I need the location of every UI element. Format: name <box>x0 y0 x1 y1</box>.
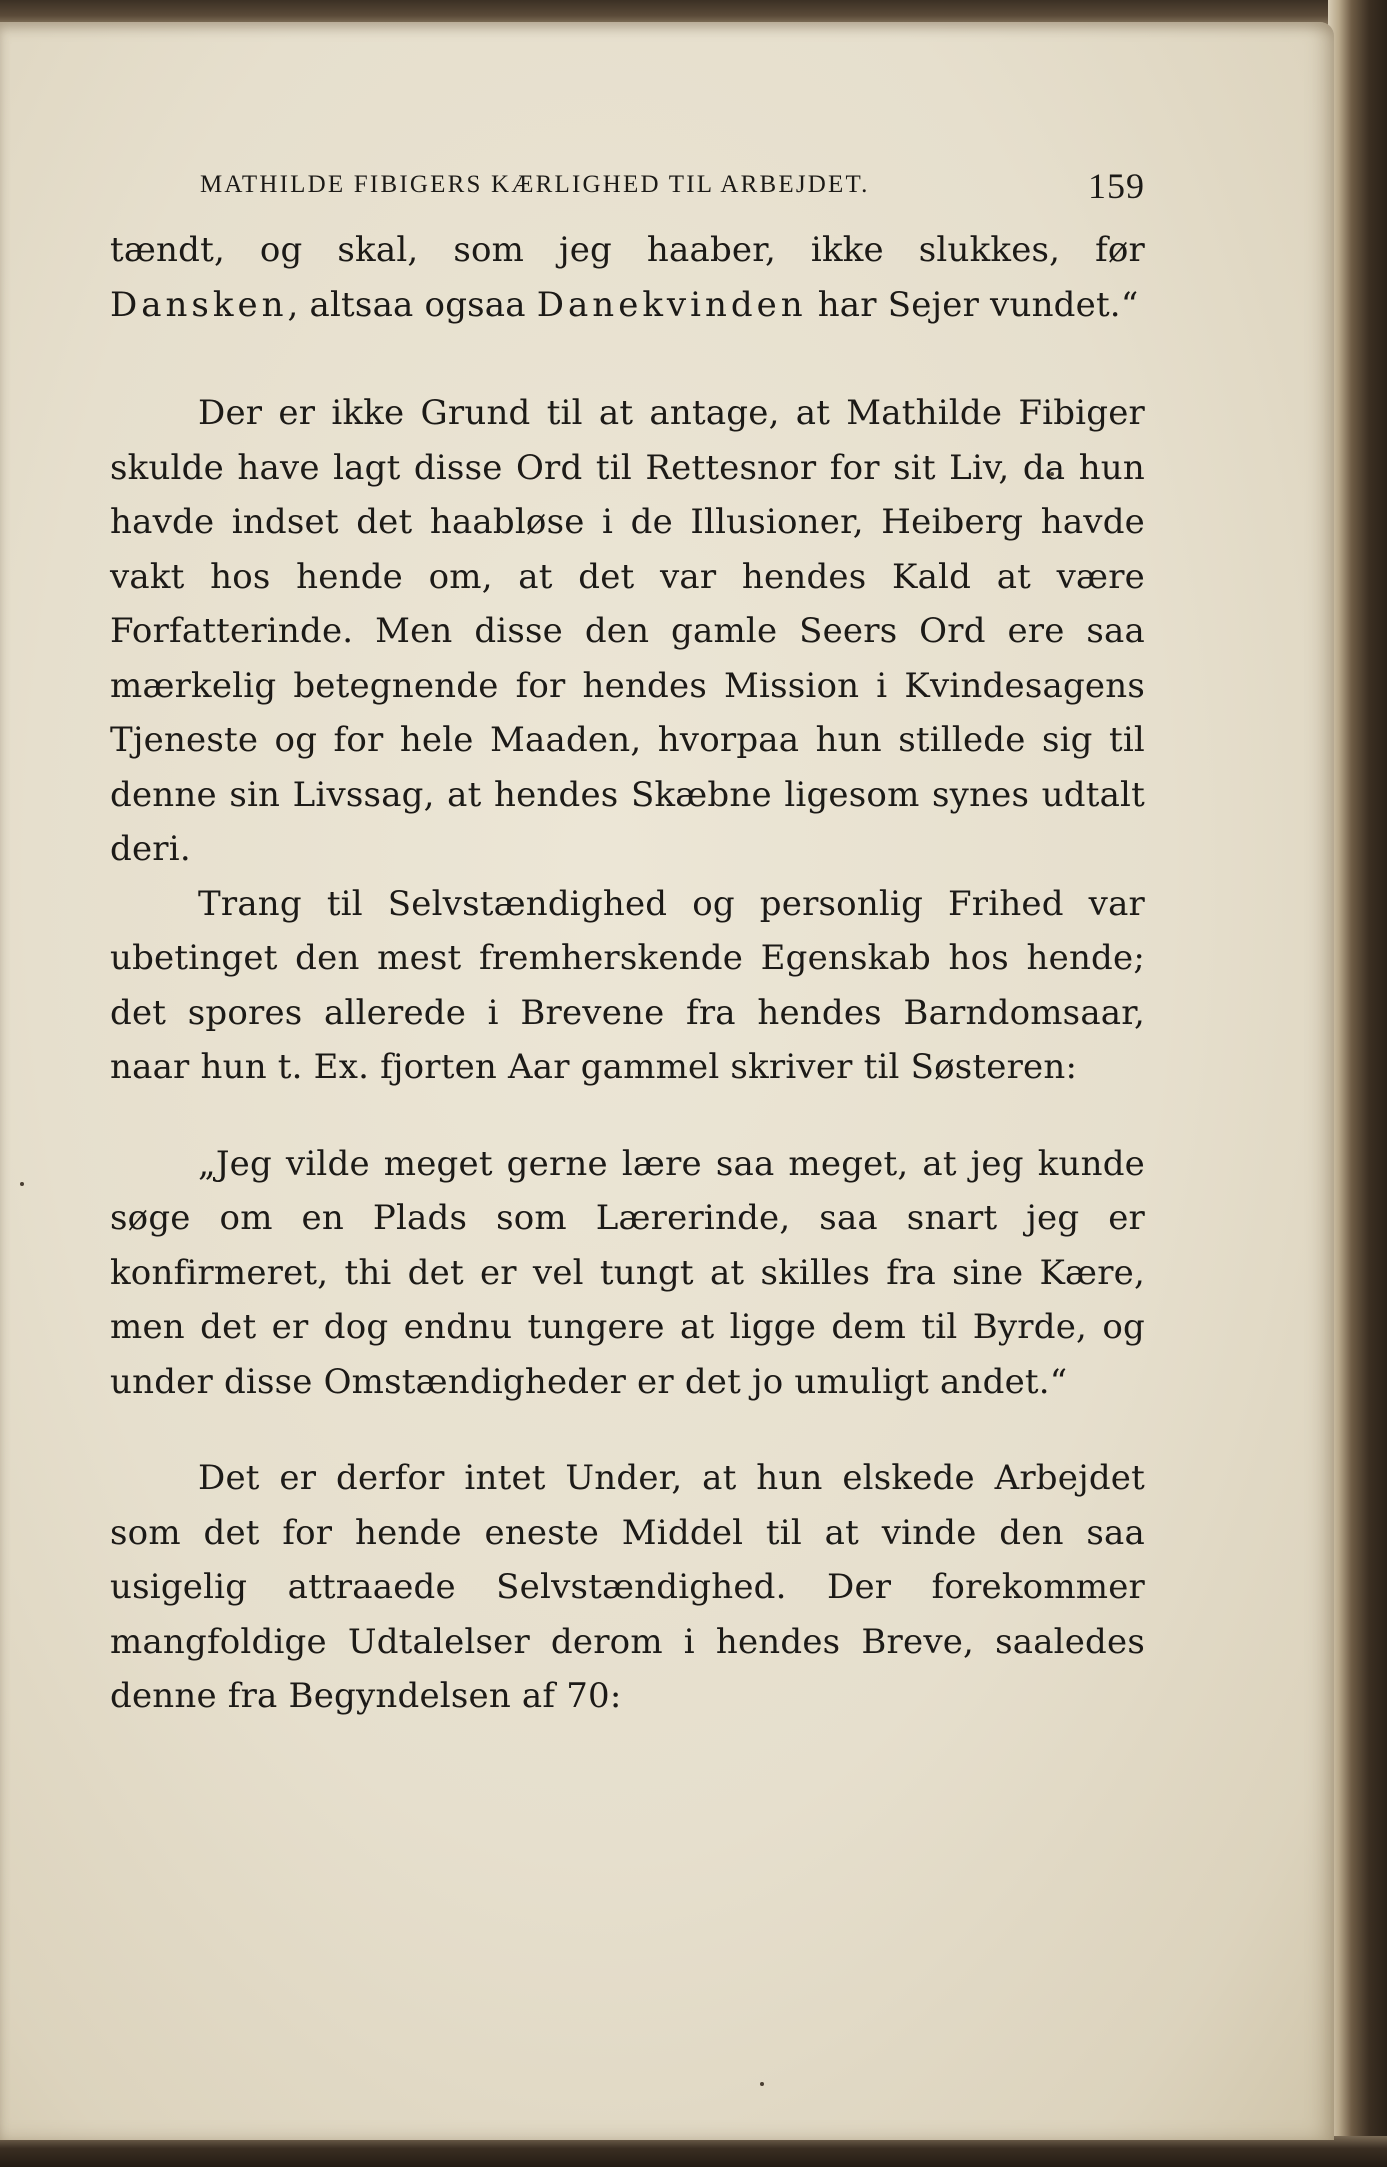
paragraph-text: har Sejer vundet.“ <box>806 284 1139 325</box>
paragraph: Det er derfor intet Under, at hun elskede Arbejdet som det for hende eneste Middel til at vinde den saa usigelig attraaede Selvstændighed. Der forekommer mangfoldige Udtalelser derom i hendes Breve, saaledes denne fra Begyndelsen af 70: <box>110 1458 1145 1716</box>
spaced-emphasis-word: Danekvinden <box>536 284 807 325</box>
spaced-emphasis-word: Dansken <box>110 284 288 325</box>
paragraph: Der er ikke Grund til at antage, at Mathilde Fibiger skulde have lagt disse Ord til Rettesnor for sit Liv, da hun havde indset det haabløse i de Illusioner, Heiberg havde vakt hos hende om, at det var hendes Kald at være Forfatterinde. Men disse den gamle Seers Ord ere saa mærkelig betegnende for hendes Mission i Kvindesagens Tjeneste og for hele Maaden, hvorpaa hun stillede sig til denne sin Livssag, at hendes Skæbne ligesom synes udtalt deri. <box>110 393 1145 869</box>
running-header <box>110 165 1145 209</box>
quote-paragraph: „Jeg vilde meget gerne lære saa meget, at jeg kunde søge om en Plads som Lærerinde, saa snart jeg er konfirmeret, thi det er vel tungt at skilles fra sine Kære, men det er dog endnu tungere at ligge dem til Byrde, og under disse Omstændigheder er det jo umuligt andet.“ <box>110 1143 1145 1402</box>
paragraph-text: tændt, og skal, som jeg haaber, ikke slukkes, før <box>110 230 1145 270</box>
book-page <box>0 22 1334 2140</box>
bottom-page-edge <box>0 2136 1387 2167</box>
paragraph-continuation <box>110 223 1145 332</box>
paper-speck <box>760 2082 764 2086</box>
running-head-title: MATHILDE FIBIGERS KÆRLIGHED TIL ARBEJDET. <box>200 171 870 198</box>
body-text <box>110 223 1145 1724</box>
book-spine-edge <box>1328 0 1387 2167</box>
paragraph-text: , altsaa ogsaa <box>287 284 537 325</box>
page-content <box>110 165 1145 1724</box>
paper-speck <box>20 1182 24 1186</box>
paragraph: Trang til Selvstændighed og personlig Frihed var ubetinget den mest fremherskende Egenskab hos hende; det spores allerede i Brevene fra hendes Barndomsaar, naar hun t. Ex. fjorten Aar gammel skriver til Søsteren: <box>110 883 1145 1087</box>
page-number: 159 <box>1088 166 1145 206</box>
